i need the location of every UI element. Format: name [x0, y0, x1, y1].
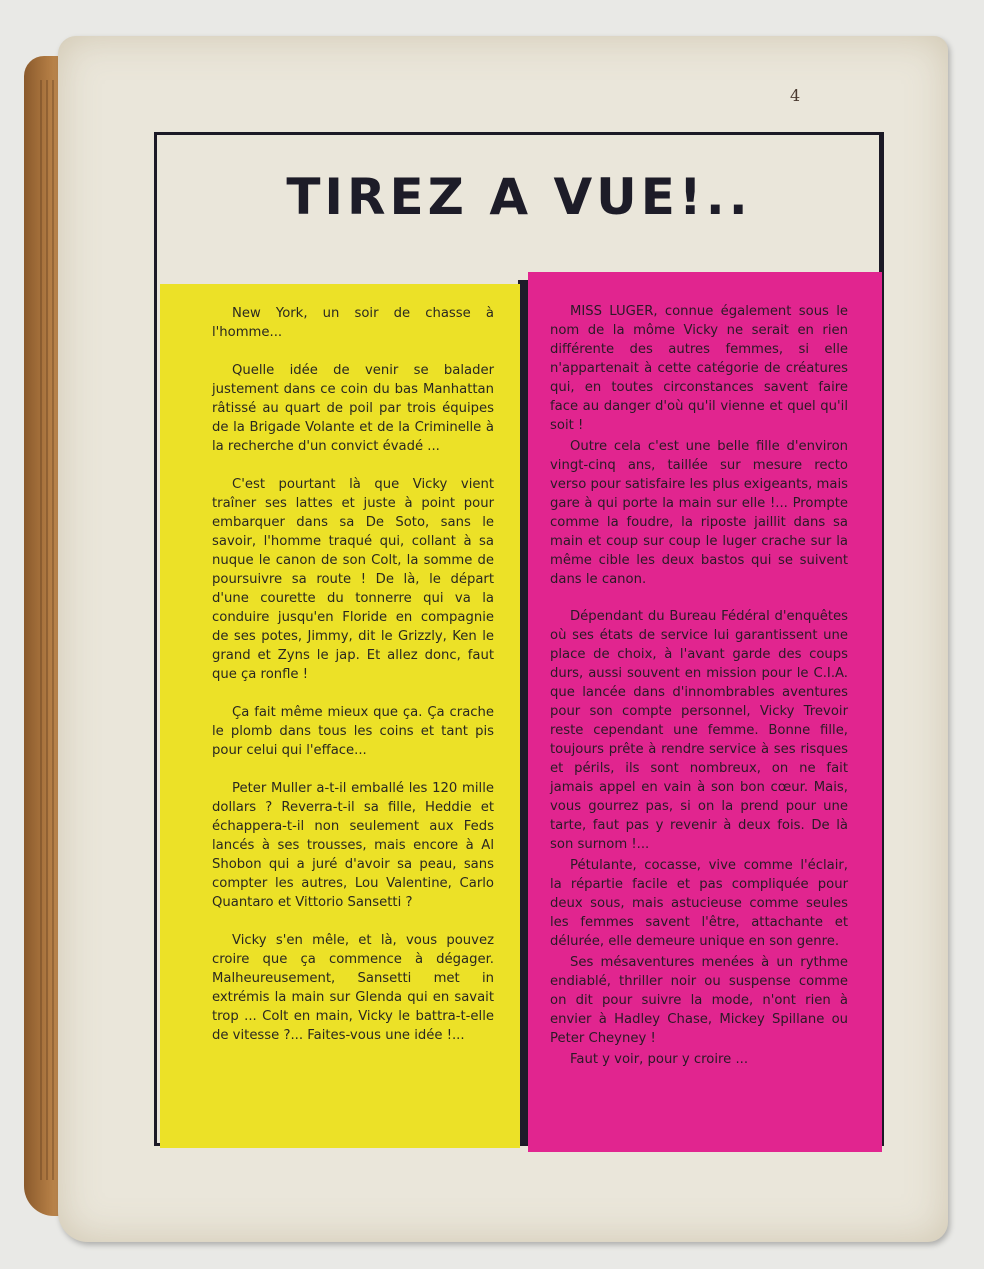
character-panel [528, 272, 882, 1152]
character-paragraph: MISS LUGER, connue également sous le nom de la môme Vicky ne serait en rien différente des autres femmes, si elle n'appartenait à cette catégorie de créatures qui, en toutes circonstances savent faire face au danger d'où qu'il vienne et quel qu'il soit ! [550, 304, 848, 433]
character-paragraph: Faut y voir, pour y croire ... [570, 1052, 749, 1067]
page-number: 4 [790, 86, 801, 105]
character-paragraph: Dépendant du Bureau Fédéral d'enquêtes où ses états de service lui garantissent une place de choix, à l'avant garde des coups durs, aussi souvent en mission pour le C.I.A. que lancée dans d'innombrables aventures pour son compte personnel, Vicky Trevoir reste cependant une femme. Bonne fille, toujours prête à rendre service à ses risques et périls, ils sont nombreux, on ne fait jamais appel en vain à son bon cœur. Mais, vous gourrez pas, si on la prend pour une tarte, faut pas y revenir à deux fois. De là son surnom !... [550, 609, 848, 852]
synopsis-paragraph: Peter Muller a-t-il emballé les 120 mille dollars ? Reverra-t-il sa fille, Heddie et échappera-t-il non seulement aux Feds lancés à ses trousses, mais encore à Al Shobon qui a juré d'avoir sa peau, sans compter les autres, Lou Valentine, Carlo Quantaro et Vittorio Sansetti ? [212, 781, 494, 910]
character-paragraph: Ses mésaventures menées à un rythme endiablé, thriller noir ou suspense comme on dit pour suivre la mode, n'ont rien à envier à Hadley Chase, Mickey Spillane ou Peter Cheyney ! [550, 955, 848, 1046]
synopsis-panel [160, 284, 520, 1148]
character-paragraph: Pétulante, cocasse, vive comme l'éclair, la répartie facile et pas compliquée pour deux sous, mais astucieuse comme seules les femmes savent l'être, attachante et délurée, elle demeure unique en son genre. [550, 858, 848, 949]
book-title: TIREZ A VUE!.. [286, 168, 752, 226]
synopsis-paragraph: New York, un soir de chasse à l'homme... [212, 306, 494, 340]
synopsis-paragraph: Quelle idée de venir se balader justement dans ce coin du bas Manhattan râtissé au quart de poil par trois équipes de la Brigade Volante et de la Criminelle à la recherche d'un convict évadé ... [212, 363, 494, 454]
character-paragraph: Outre cela c'est une belle fille d'environ vingt-cinq ans, taillée sur mesure recto verso pour satisfaire les plus exigeants, mais gare à qui porte la main sur elle !... Prompte comme la foudre, la riposte jaillit dans sa main et coup sur coup le luger crache sur la même cible les deux bastos qui se suivent dans le canon. [550, 439, 848, 587]
synopsis-paragraph: Vicky s'en mêle, et là, vous pouvez croire que ça commence à dégager. Malheureusement, Sansetti met in extrémis la main sur Glenda qui en savait trop ... Colt en main, Vicky le battra-t-elle de vitesse ?... Faites-vous une idée !... [212, 933, 494, 1043]
synopsis-paragraph: Ça fait même mieux que ça. Ça crache le plomb dans tous les coins et tant pis pour celui qui l'efface... [212, 705, 494, 758]
synopsis-paragraph: C'est pourtant là que Vicky vient traîner ses lattes et juste à point pour embarquer dans sa De Soto, sans le savoir, l'homme traqué qui, collant à sa nuque le canon de son Colt, la somme de poursuivre sa route ! De là, le départ d'une courette du tonnerre qui va la conduire jusqu'en Floride en compagnie de ses potes, Jimmy, dit le Grizzly, Ken le grand et Zyns le jap. Et allez donc, faut que ça ronfle ! [212, 477, 494, 682]
